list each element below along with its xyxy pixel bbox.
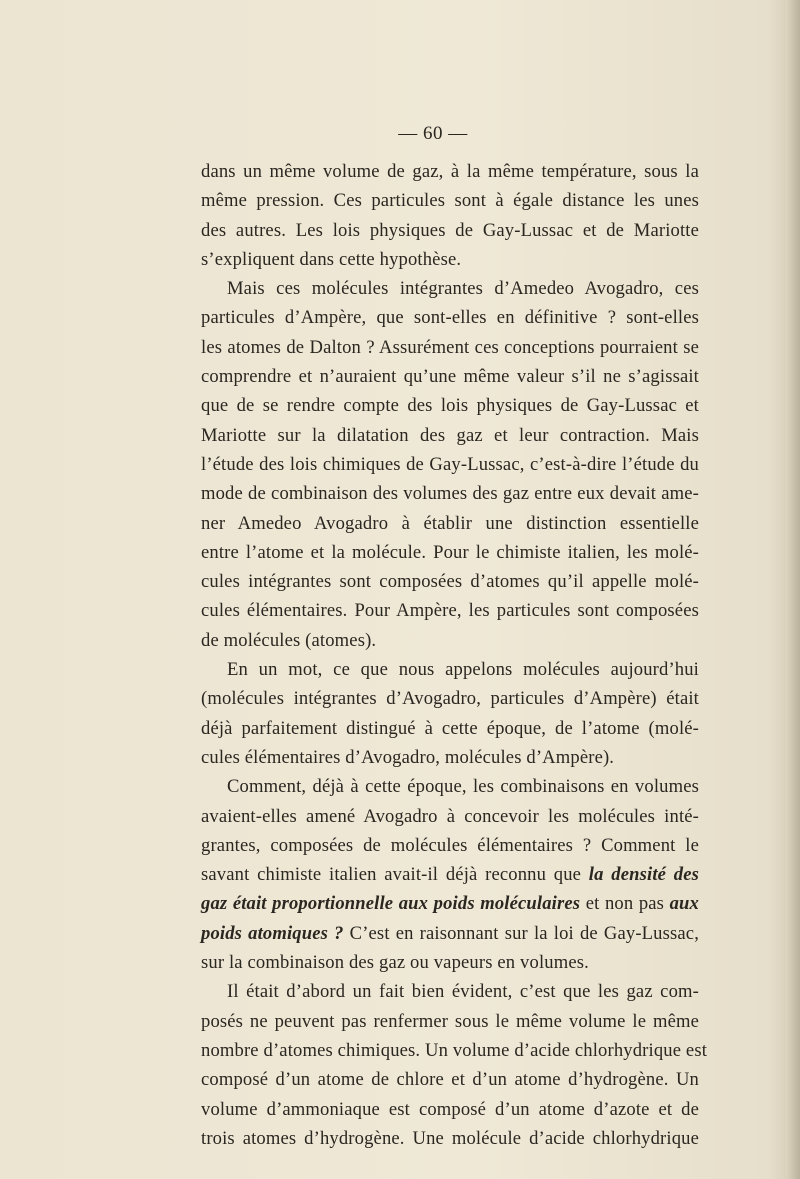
text-segment: trois atomes d’hydrogène. Une molécule d’acide chlorhydrique [201, 1127, 699, 1149]
text-line [201, 186, 699, 215]
text-segment: entre l’atome et la molécule. Pour le chimiste italien, les molé- [201, 541, 699, 563]
book-spine-shadow [786, 0, 800, 1179]
text-segment: Mais ces molécules intégrantes d’Amedeo Avogadro, ces [227, 278, 699, 300]
text-segment: C’est en raisonnant sur la loi de Gay-Lussac, [343, 922, 699, 944]
text-segment: comprendre et n’auraient qu’une même valeur s’il ne s’agissait [201, 366, 699, 388]
text-segment: Comment, déjà à cette époque, les combinaisons en volumes [227, 776, 699, 798]
text-segment: volume d’ammoniaque est composé d’un atome d’azote et de [201, 1098, 699, 1120]
text-line [201, 714, 699, 743]
text-segment: cules élémentaires. Pour Ampère, les particules sont composées [201, 600, 699, 622]
text-segment: cules intégrantes sont composées d’atomes qu’il appelle molé- [201, 571, 699, 593]
text-segment: les atomes de Dalton ? Assurément ces conceptions pourraient se [201, 336, 699, 358]
text-segment: (molécules intégrantes d’Avogadro, particules d’Ampère) était [201, 688, 699, 710]
text-segment: cules élémentaires d’Avogadro, molécules d’Ampère). [201, 746, 615, 768]
text-segment: que de se rendre compte des lois physiques de Gay-Lussac et [201, 395, 699, 417]
text-segment: En un mot, ce que nous appelons molécules aujourd’hui [227, 659, 699, 681]
text-line [201, 655, 699, 684]
text-line [201, 157, 699, 186]
text-line [201, 743, 699, 772]
text-line [201, 860, 699, 889]
text-segment: grantes, composées de molécules élémentaires ? Comment le [201, 834, 699, 856]
text-segment: déjà parfaitement distingué à cette époque, de l’atome (molé- [201, 717, 699, 739]
text-segment: des autres. Les lois physiques de Gay-Lussac et de Mariotte [201, 219, 699, 241]
text-line [201, 684, 699, 713]
text-line [201, 245, 699, 274]
text-line [201, 1124, 699, 1153]
text-line [201, 216, 699, 245]
text-line [201, 626, 699, 655]
text-line [201, 274, 699, 303]
italic-phrase: poids atomiques ? [201, 922, 344, 944]
text-line [201, 421, 699, 450]
text-line [201, 538, 699, 567]
text-segment: nombre d’atomes chimiques. Un volume d’acide chlorhydrique est [201, 1039, 708, 1061]
text-segment: de molécules (atomes). [201, 629, 377, 651]
text-line [201, 303, 699, 332]
text-line [201, 831, 699, 860]
text-line [201, 567, 699, 596]
text-line [201, 977, 699, 1006]
text-line [201, 596, 699, 625]
page-number: — 60 — [398, 123, 468, 144]
text-segment: savant chimiste italien avait-il déjà reconnu que [201, 864, 589, 886]
text-segment: particules d’Ampère, que sont-elles en définitive ? sont-elles [201, 307, 699, 329]
text-line [201, 889, 699, 918]
text-segment: posés ne peuvent pas renfermer sous le même volume le même [201, 1010, 699, 1032]
text-line [201, 1036, 708, 1065]
text-segment: ner Amedeo Avogadro à établir une distinction essentielle [201, 512, 699, 534]
text-line [201, 362, 699, 391]
text-line [201, 509, 699, 538]
text-segment: dans un même volume de gaz, à la même température, sous la [201, 161, 699, 182]
text-line [201, 333, 699, 362]
text-line [201, 948, 699, 977]
text-segment: Il était d’abord un fait bien évident, c’est que les gaz com- [227, 981, 699, 1003]
text-line [201, 772, 699, 801]
italic-phrase: aux [669, 893, 699, 915]
text-segment: s’expliquent dans cette hypothèse. [201, 248, 462, 270]
text-segment: Mariotte sur la dilatation des gaz et leur contraction. Mais [201, 424, 699, 446]
text-line [201, 1095, 699, 1124]
body-text [201, 157, 708, 1153]
text-segment: et non pas [580, 893, 670, 915]
text-line [201, 450, 699, 479]
text-line [201, 1065, 699, 1094]
text-line [201, 802, 699, 831]
text-line [201, 479, 699, 508]
text-line [201, 919, 699, 948]
text-segment: sur la combinaison des gaz ou vapeurs en volumes. [201, 952, 589, 974]
italic-phrase: gaz était proportionnelle aux poids moléculaires [201, 893, 581, 915]
text-segment: mode de combinaison des volumes des gaz entre eux devait ame- [201, 483, 699, 505]
text-line [201, 1007, 699, 1036]
text-segment: avaient-elles amené Avogadro à concevoir les molécules inté- [201, 805, 699, 827]
text-segment: même pression. Ces particules sont à égale distance les unes [201, 190, 699, 212]
text-line [201, 391, 699, 420]
text-segment: composé d’un atome de chlore et d’un atome d’hydrogène. Un [201, 1069, 699, 1091]
italic-phrase: la densité des [588, 864, 699, 886]
text-segment: l’étude des lois chimiques de Gay-Lussac, c’est-à-dire l’étude du [201, 453, 699, 475]
